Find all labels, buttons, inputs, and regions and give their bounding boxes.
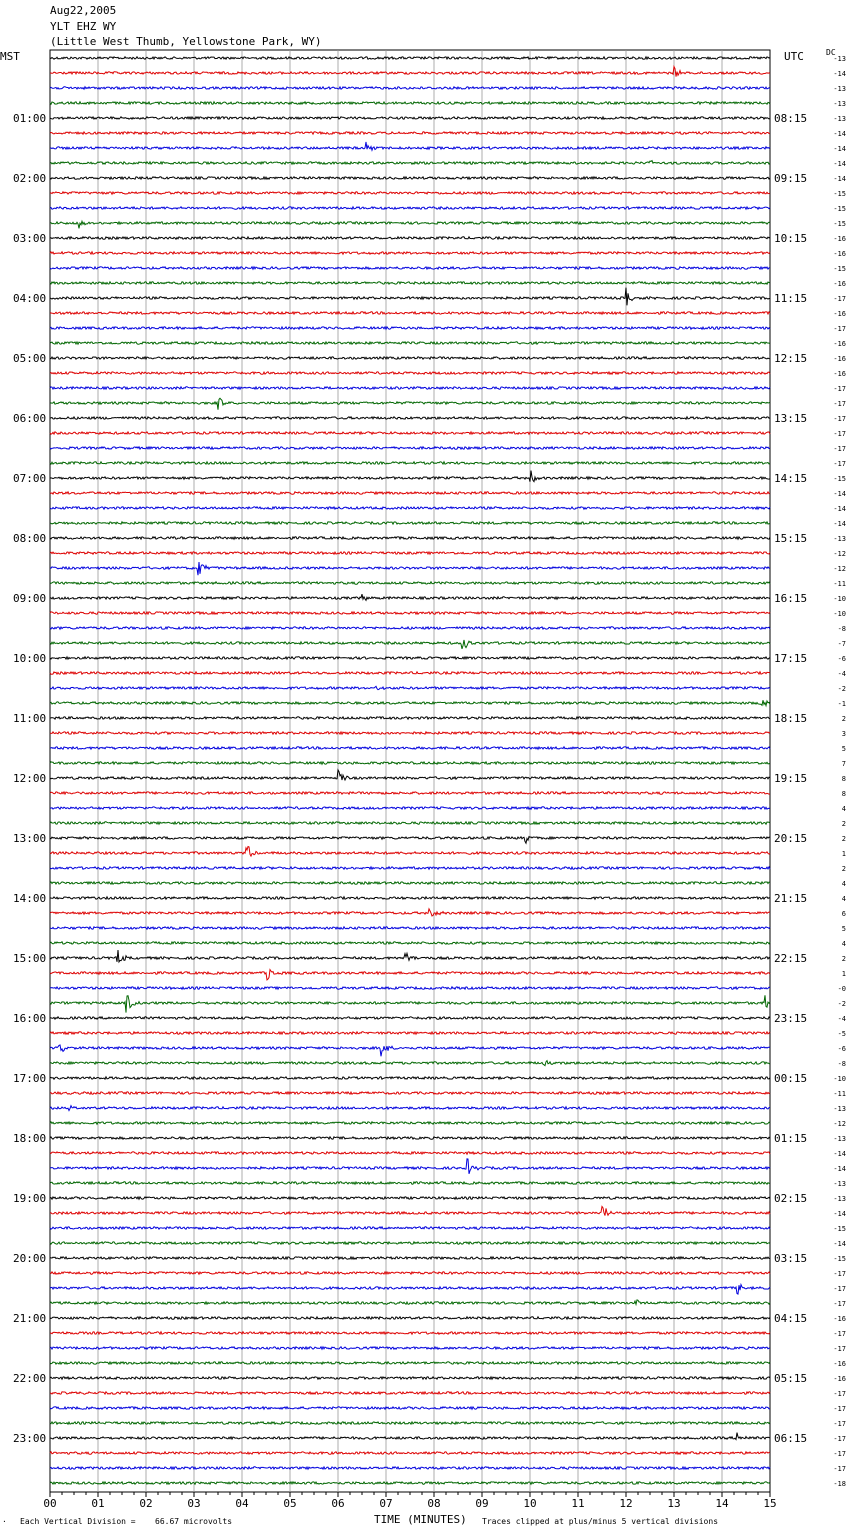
dc-offset-label: -11 <box>833 580 846 588</box>
dc-offset-label: -11 <box>833 1090 846 1098</box>
seismic-trace <box>50 732 770 734</box>
dc-offset-label: -0 <box>837 985 846 993</box>
dc-offset-label: -17 <box>833 1300 846 1308</box>
seismic-trace <box>50 1227 770 1229</box>
dc-offset-label: -15 <box>833 1225 846 1233</box>
dc-offset-label: -13 <box>833 115 846 123</box>
utc-hour-label: 01:15 <box>774 1132 808 1145</box>
seismic-trace <box>50 1422 770 1424</box>
seismic-trace <box>50 942 770 944</box>
utc-hour-label: 06:15 <box>774 1432 808 1445</box>
dc-offset-label: -12 <box>833 550 846 558</box>
mst-hour-label: 06:00 <box>13 412 47 425</box>
dc-offset-label: -15 <box>833 190 846 198</box>
dc-offset-label: -17 <box>833 1405 846 1413</box>
seismic-trace <box>50 1377 770 1379</box>
utc-hour-label: 21:15 <box>774 892 808 905</box>
x-tick-label: 07 <box>379 1497 393 1510</box>
seismic-trace <box>50 267 770 269</box>
scale-value: 66.67 microvolts <box>155 1517 233 1526</box>
dc-offset-label: 1 <box>841 850 846 858</box>
dc-offset-label: -17 <box>833 325 846 333</box>
mst-hour-label: 15:00 <box>13 952 47 965</box>
mst-hour-label: 12:00 <box>13 772 47 785</box>
seismic-trace <box>50 700 770 705</box>
seismic-trace <box>50 1032 770 1034</box>
seismic-trace <box>50 995 770 1012</box>
seismic-traces <box>50 57 770 1484</box>
dc-offset-label: -17 <box>833 415 846 423</box>
dc-offset-label: -17 <box>833 295 846 303</box>
dc-offset-label: -8 <box>837 625 846 633</box>
seismic-trace <box>50 582 770 584</box>
seismic-trace <box>50 1285 770 1295</box>
seismic-trace <box>50 237 770 239</box>
x-tick-label: 14 <box>715 1497 729 1510</box>
utc-hour-label: 13:15 <box>774 412 808 425</box>
dc-offset-label: -2 <box>837 1000 846 1008</box>
dc-offset-label: -14 <box>833 490 846 498</box>
dc-offset-label: 2 <box>841 715 846 723</box>
seismic-trace <box>50 252 770 254</box>
seismic-trace <box>50 1061 770 1066</box>
x-tick-label: 05 <box>283 1497 297 1510</box>
scale-prefix: Each Vertical Division = <box>20 1517 136 1526</box>
dc-offset-label: 8 <box>841 775 846 783</box>
dc-offset-label: -14 <box>833 1165 846 1173</box>
station-location: (Little West Thumb, Yellowstone Park, WY) <box>50 35 322 48</box>
dc-offset-label: -2 <box>837 685 846 693</box>
dc-offset-label: -14 <box>833 1240 846 1248</box>
seismic-trace <box>50 1207 770 1216</box>
x-tick-label: 09 <box>475 1497 489 1510</box>
x-axis <box>43 1492 776 1510</box>
time-gridlines <box>50 50 770 1492</box>
dc-offset-label: 4 <box>841 940 846 948</box>
dc-offset-label: -17 <box>833 460 846 468</box>
seismic-trace <box>50 1272 770 1274</box>
dc-offset-label: -16 <box>833 1375 846 1383</box>
seismic-trace <box>50 847 770 857</box>
utc-hour-label: 22:15 <box>774 952 808 965</box>
mst-hour-label: 16:00 <box>13 1012 47 1025</box>
seismic-trace <box>50 177 770 179</box>
seismic-trace <box>50 970 770 980</box>
seismic-trace <box>50 950 770 962</box>
utc-hour-label: 18:15 <box>774 712 808 725</box>
dc-offset-label: -16 <box>833 340 846 348</box>
dc-offset-label: 2 <box>841 955 846 963</box>
dc-offset-label: -15 <box>833 475 846 483</box>
dc-offset-label: 3 <box>841 730 846 738</box>
dc-offset-label: -17 <box>833 1345 846 1353</box>
seismic-trace <box>50 807 770 809</box>
seismic-trace <box>50 1182 770 1184</box>
utc-hour-label: 20:15 <box>774 832 808 845</box>
dc-offset-label: -17 <box>833 1435 846 1443</box>
dc-offset-label: -13 <box>833 1195 846 1203</box>
seismic-trace <box>50 1482 770 1484</box>
dc-offset-label: -14 <box>833 175 846 183</box>
seismic-trace <box>50 492 770 494</box>
seismic-trace <box>50 770 770 780</box>
seismic-trace <box>50 762 770 764</box>
seismic-trace <box>50 142 770 150</box>
dc-offset-label: 4 <box>841 880 846 888</box>
seismic-trace <box>50 447 770 449</box>
dc-offset-label: -14 <box>833 160 846 168</box>
seismic-trace <box>50 657 770 659</box>
seismic-trace <box>50 462 770 464</box>
seismic-trace <box>50 117 770 119</box>
seismic-trace <box>50 161 770 165</box>
seismic-trace <box>50 1137 770 1139</box>
dc-offset-label: -6 <box>837 655 846 663</box>
seismic-trace <box>50 1045 770 1056</box>
mst-hour-label: 02:00 <box>13 172 47 185</box>
seismic-trace <box>50 1092 770 1094</box>
seismic-trace <box>50 87 770 89</box>
dc-offset-label: -5 <box>837 1030 846 1038</box>
utc-hour-label: 14:15 <box>774 472 808 485</box>
seismic-trace <box>50 897 770 899</box>
dc-offset-label: -17 <box>833 445 846 453</box>
seismic-trace <box>50 288 770 306</box>
utc-hour-label: 10:15 <box>774 232 808 245</box>
dc-offset-label: -15 <box>833 220 846 228</box>
seismic-trace <box>50 1392 770 1394</box>
seismic-trace <box>50 522 770 524</box>
x-tick-label: 13 <box>667 1497 681 1510</box>
x-tick-label: 02 <box>139 1497 153 1510</box>
dc-offset-label: 1 <box>841 970 846 978</box>
mst-hour-label: 13:00 <box>13 832 47 845</box>
utc-hour-label: 03:15 <box>774 1252 808 1265</box>
x-tick-label: 08 <box>427 1497 441 1510</box>
mst-hour-label: 22:00 <box>13 1372 47 1385</box>
footer-marker: · <box>2 1517 7 1526</box>
dc-offset-label: -14 <box>833 1150 846 1158</box>
seismic-trace <box>50 594 770 600</box>
dc-offset-label: -16 <box>833 370 846 378</box>
dc-offset-label: -17 <box>833 400 846 408</box>
dc-offset-label: -16 <box>833 250 846 258</box>
seismic-trace <box>50 747 770 749</box>
mst-hour-label: 11:00 <box>13 712 47 725</box>
dc-offset-label: -12 <box>833 1120 846 1128</box>
utc-hour-label: 19:15 <box>774 772 808 785</box>
seismic-trace <box>50 1467 770 1469</box>
seismic-trace <box>50 1152 770 1154</box>
mst-hour-label: 04:00 <box>13 292 47 305</box>
x-tick-label: 03 <box>187 1497 201 1510</box>
dc-offset-label: -10 <box>833 1075 846 1083</box>
dc-offset-label: -16 <box>833 310 846 318</box>
seismic-trace <box>50 1197 770 1199</box>
x-tick-label: 01 <box>91 1497 105 1510</box>
dc-offset-label: -14 <box>833 1210 846 1218</box>
x-tick-label: 15 <box>763 1497 777 1510</box>
seismic-trace <box>50 1332 770 1334</box>
utc-hour-label: 16:15 <box>774 592 808 605</box>
seismic-trace <box>50 398 770 409</box>
seismic-trace <box>50 909 770 916</box>
utc-hour-label: 08:15 <box>774 112 808 125</box>
seismic-trace <box>50 102 770 104</box>
seismic-trace <box>50 1300 770 1304</box>
seismic-trace <box>50 640 770 649</box>
seismic-trace <box>50 432 770 434</box>
x-tick-label: 11 <box>571 1497 585 1510</box>
seismic-trace <box>50 207 770 209</box>
mst-hour-label: 10:00 <box>13 652 47 665</box>
seismic-trace <box>50 562 770 575</box>
dc-offset-label: -14 <box>833 505 846 513</box>
dc-offset-label: -17 <box>833 1450 846 1458</box>
seismic-trace <box>50 1407 770 1409</box>
seismic-trace <box>50 221 770 228</box>
mst-hour-label: 18:00 <box>13 1132 47 1145</box>
seismic-trace <box>50 686 770 689</box>
dc-offset-label: -13 <box>833 1135 846 1143</box>
seismic-trace <box>50 822 770 824</box>
mst-hour-labels <box>13 112 46 1445</box>
dc-offset-label: 7 <box>841 760 846 768</box>
seismic-trace <box>50 342 770 344</box>
x-tick-label: 10 <box>523 1497 537 1510</box>
x-axis-title: TIME (MINUTES) <box>374 1513 467 1526</box>
dc-offset-label: -7 <box>837 640 846 648</box>
mst-hour-label: 05:00 <box>13 352 47 365</box>
seismic-trace <box>50 57 770 59</box>
mst-hour-label: 20:00 <box>13 1252 47 1265</box>
seismic-trace <box>50 1317 770 1319</box>
dc-offset-label: -14 <box>833 70 846 78</box>
seismic-trace <box>50 1362 770 1364</box>
x-tick-label: 00 <box>43 1497 57 1510</box>
utc-hour-label: 11:15 <box>774 292 808 305</box>
seismic-trace <box>50 1017 770 1019</box>
seismic-trace <box>50 792 770 794</box>
dc-offset-labels <box>833 55 846 1488</box>
dc-offset-label: -17 <box>833 1285 846 1293</box>
dc-offset-label: -17 <box>833 1420 846 1428</box>
dc-offset-label: -12 <box>833 565 846 573</box>
dc-label: DC <box>826 48 836 57</box>
utc-hour-label: 09:15 <box>774 172 808 185</box>
seismic-trace <box>50 552 770 554</box>
seismic-trace <box>50 1106 770 1111</box>
seismic-trace <box>50 507 770 509</box>
seismic-trace <box>50 1122 770 1124</box>
dc-offset-label: -13 <box>833 1105 846 1113</box>
dc-offset-label: -17 <box>833 430 846 438</box>
utc-hour-label: 23:15 <box>774 1012 808 1025</box>
utc-hour-label: 02:15 <box>774 1192 808 1205</box>
clip-note: Traces clipped at plus/minus 5 vertical divisions <box>482 1517 719 1526</box>
utc-hour-label: 00:15 <box>774 1072 808 1085</box>
seismic-trace <box>50 882 770 884</box>
mst-hour-label: 23:00 <box>13 1432 47 1445</box>
seismic-trace <box>50 192 770 194</box>
dc-offset-label: -16 <box>833 1360 846 1368</box>
dc-offset-label: -10 <box>833 595 846 603</box>
mst-hour-label: 01:00 <box>13 112 47 125</box>
seismic-trace <box>50 372 770 374</box>
seismic-trace <box>50 612 770 614</box>
mst-hour-label: 19:00 <box>13 1192 47 1205</box>
seismic-trace <box>50 837 770 844</box>
mst-label: MST <box>0 50 20 63</box>
dc-offset-label: -8 <box>837 1060 846 1068</box>
dc-offset-label: -4 <box>837 670 846 678</box>
seismic-trace <box>50 282 770 284</box>
dc-offset-label: 4 <box>841 805 846 813</box>
dc-offset-label: 5 <box>841 745 846 753</box>
seismic-trace <box>50 927 770 929</box>
dc-offset-label: -16 <box>833 355 846 363</box>
dc-offset-label: -16 <box>833 235 846 243</box>
mst-hour-label: 03:00 <box>13 232 47 245</box>
dc-offset-label: -4 <box>837 1015 846 1023</box>
seismic-trace <box>50 1433 770 1440</box>
dc-offset-label: 8 <box>841 790 846 798</box>
dc-offset-label: 5 <box>841 925 846 933</box>
mst-hour-label: 08:00 <box>13 532 47 545</box>
seismic-trace <box>50 67 770 77</box>
dc-offset-label: -13 <box>833 100 846 108</box>
mst-hour-label: 09:00 <box>13 592 47 605</box>
seismic-trace <box>50 672 770 674</box>
utc-hour-label: 05:15 <box>774 1372 808 1385</box>
utc-hour-label: 17:15 <box>774 652 808 665</box>
dc-offset-label: -17 <box>833 1270 846 1278</box>
seismic-trace <box>50 312 770 314</box>
utc-label: UTC <box>784 50 804 63</box>
seismic-trace <box>50 132 770 134</box>
seismic-trace <box>50 471 770 482</box>
mst-hour-label: 17:00 <box>13 1072 47 1085</box>
dc-offset-label: -17 <box>833 1390 846 1398</box>
seismic-trace <box>50 717 770 719</box>
dc-offset-label: -6 <box>837 1045 846 1053</box>
dc-offset-label: -10 <box>833 610 846 618</box>
dc-offset-label: -16 <box>833 280 846 288</box>
seismic-trace <box>50 1347 770 1349</box>
utc-hour-label: 04:15 <box>774 1312 808 1325</box>
seismic-trace <box>50 867 770 869</box>
seismic-trace <box>50 537 770 539</box>
dc-offset-label: -14 <box>833 130 846 138</box>
x-tick-label: 04 <box>235 1497 249 1510</box>
dc-offset-label: -17 <box>833 385 846 393</box>
dc-offset-label: -15 <box>833 205 846 213</box>
dc-offset-label: -13 <box>833 1180 846 1188</box>
plot-frame <box>50 50 770 1492</box>
seismic-trace <box>50 1077 770 1079</box>
seismic-trace <box>50 1242 770 1244</box>
seismic-trace <box>50 387 770 389</box>
utc-hour-labels <box>774 112 807 1445</box>
dc-offset-label: -14 <box>833 520 846 528</box>
dc-offset-label: -13 <box>833 55 846 63</box>
dc-offset-label: -13 <box>833 85 846 93</box>
plot-date: Aug22,2005 <box>50 4 117 17</box>
seismic-trace <box>50 357 770 359</box>
mst-hour-label: 07:00 <box>13 472 47 485</box>
dc-offset-label: 2 <box>841 865 846 873</box>
dc-offset-label: 4 <box>841 895 846 903</box>
utc-hour-label: 15:15 <box>774 532 808 545</box>
dc-offset-label: 2 <box>841 820 846 828</box>
seismic-trace <box>50 417 770 419</box>
dc-offset-label: 6 <box>841 910 846 918</box>
mst-hour-label: 21:00 <box>13 1312 47 1325</box>
dc-offset-label: 2 <box>841 835 846 843</box>
dc-offset-label: -17 <box>833 1330 846 1338</box>
seismic-trace <box>50 1159 770 1174</box>
seismic-trace <box>50 987 770 989</box>
dc-offset-label: -18 <box>833 1480 846 1488</box>
seismic-trace <box>50 627 770 629</box>
x-tick-label: 12 <box>619 1497 633 1510</box>
dc-offset-label: -14 <box>833 145 846 153</box>
dc-offset-label: -17 <box>833 1465 846 1473</box>
dc-offset-label: -15 <box>833 1255 846 1263</box>
dc-offset-label: -15 <box>833 265 846 273</box>
utc-hour-label: 12:15 <box>774 352 808 365</box>
mst-hour-label: 14:00 <box>13 892 47 905</box>
dc-offset-label: -13 <box>833 535 846 543</box>
seismic-trace <box>50 327 770 329</box>
x-tick-label: 06 <box>331 1497 345 1510</box>
dc-offset-label: -1 <box>837 700 846 708</box>
seismic-trace <box>50 1452 770 1454</box>
dc-offset-label: -16 <box>833 1315 846 1323</box>
station-code: YLT EHZ WY <box>50 20 117 33</box>
seismic-trace <box>50 1257 770 1259</box>
